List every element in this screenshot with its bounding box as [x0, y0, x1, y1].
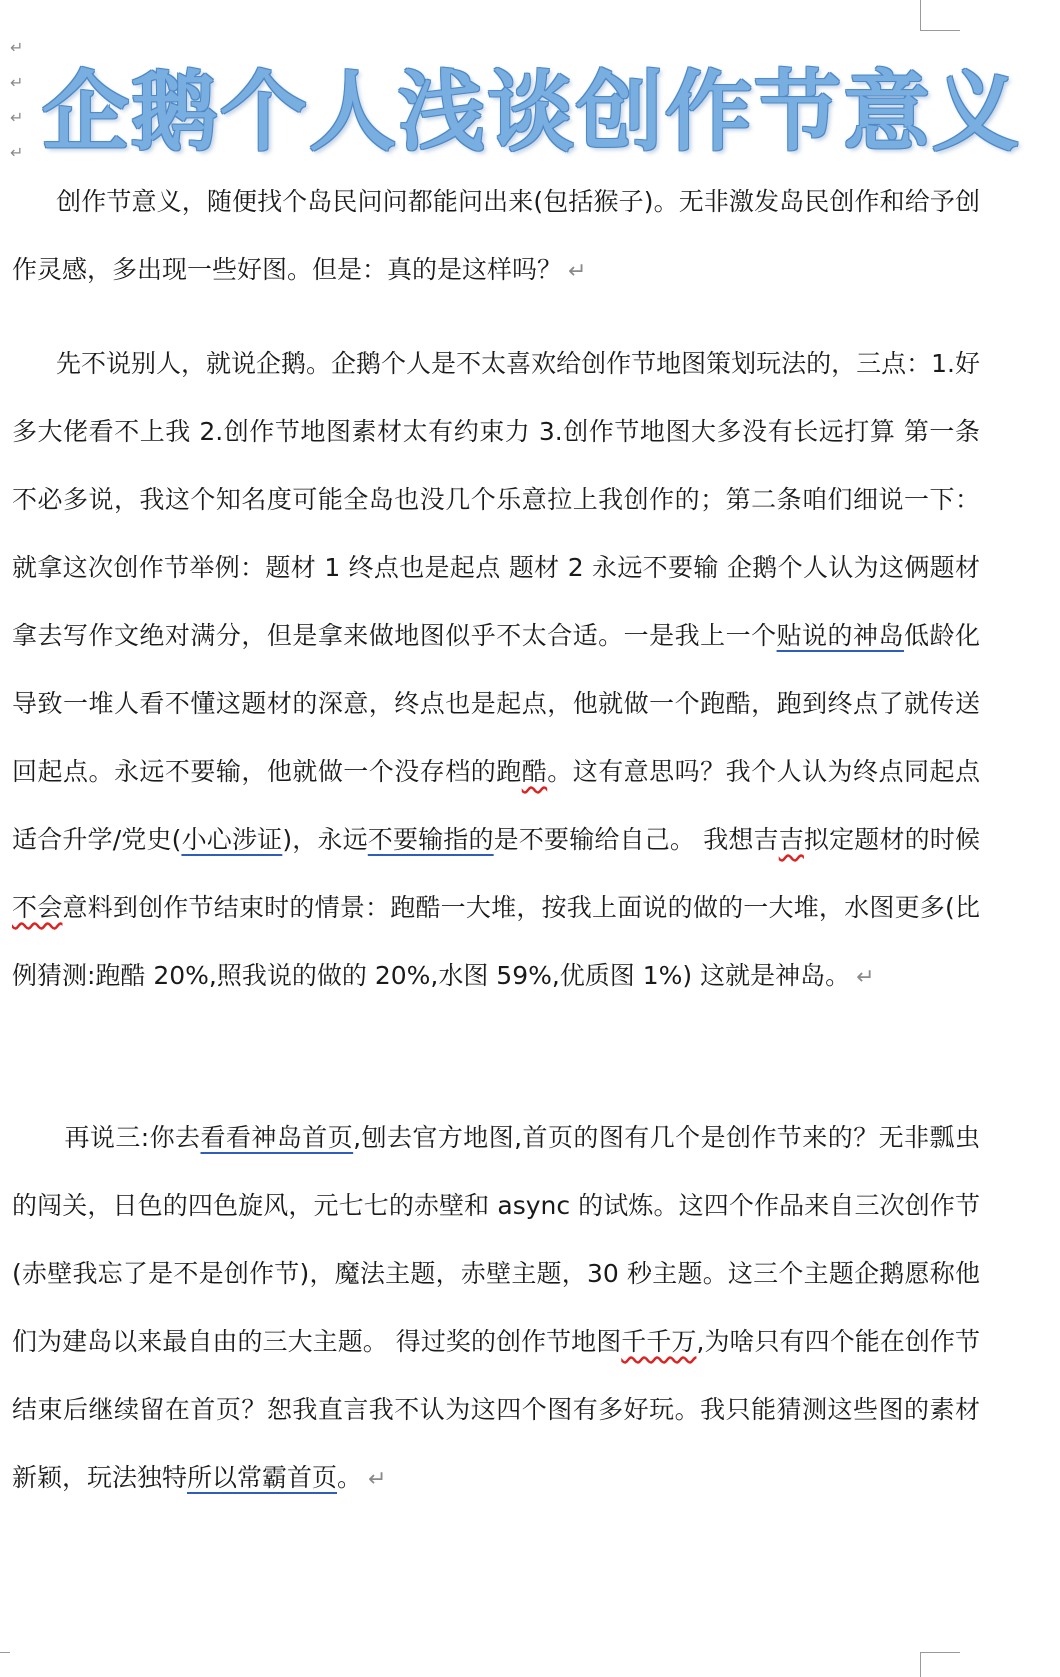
paragraph-mark: ↵	[368, 1467, 387, 1492]
paragraph-2	[12, 330, 980, 1012]
crop-mark-bottom-right	[920, 1652, 921, 1677]
paragraph-1	[12, 168, 980, 306]
grammar-underline[interactable]: 小心涉证	[181, 825, 283, 854]
paragraph-text: 先不说别人，就说企鹅。企鹅个人是不太喜欢给创作节地图策划玩法的，三点：1.好多大佬看不上我 2.创作节地图素材太有约束力 3.创作节地图大多没有长远打算 第一条不必多说，我这个知名度可能全岛也没几个乐意拉上我创作的；第二条咱们细说一下：就拿这次创作节举例：题材 1 终点也是起点 题材 2 永远不要输 企鹅个人认为这俩题材拿去写作文绝对满分，但是拿来做地图似乎不太合适。一是我上一个	[12, 349, 980, 650]
grammar-underline[interactable]: 看看神岛首页	[200, 1123, 354, 1152]
grammar-underline[interactable]: 贴说的神岛	[776, 621, 904, 650]
paragraph-mark: ↵	[856, 965, 875, 990]
paragraph-text: )，永远	[282, 825, 368, 854]
spelling-underline[interactable]: 吉	[778, 825, 804, 854]
document-title: 企鹅个人浅谈创作节意义	[42, 61, 1021, 163]
crop-mark-top-right	[920, 0, 921, 30]
spelling-underline[interactable]: 酷	[521, 757, 548, 786]
paragraph-mark: ↵	[10, 108, 24, 127]
grammar-underline[interactable]: 不要输指的	[367, 825, 494, 854]
paragraph-mark: ↵	[10, 143, 24, 162]
paragraph-text: ,为啥只有四个能在创作节结束后继续留在首页？恕我直言我不认为这四个图有多好玩。我只能猜测这些图的素材新颖，玩法独特	[12, 1327, 980, 1492]
crop-mark-top-right-h	[920, 30, 960, 31]
paragraph-text: 意料到创作节结束时的情景：跑酷一大堆，按我上面说的做的一大堆，水图更多(比例猜测:跑酷 20%,照我说的做的 20%,水图 59%,优质图 1%) 这就是神岛。	[12, 893, 980, 990]
paragraph-text: 。	[337, 1463, 363, 1492]
grammar-underline[interactable]: 所以常霸首页	[187, 1463, 338, 1492]
crop-mark-bottom-right-h	[920, 1652, 960, 1653]
paragraph-mark: ↵	[568, 259, 587, 284]
crop-mark-bottom-left-h	[0, 1652, 10, 1653]
paragraph-text: 创作节意义，随便找个岛民问问都能问出来(包括猴子)。无非激发岛民创作和给予创作灵感，多出现一些好图。但是：真的是这样吗？	[12, 187, 980, 284]
paragraph-text: 。这有意思吗？我个人认为终点同起点适合升学/党史(	[12, 757, 980, 854]
paragraph-text: 再说三:你去	[64, 1123, 201, 1152]
spelling-underline[interactable]: 不会	[12, 893, 63, 922]
paragraph-mark: ↵	[10, 73, 24, 92]
paragraph-text: 低龄化导致一堆人看不懂这题材的深意，终点也是起点，他就做一个跑酷，跑到终点了就传送回起点。永远不要输，他就做一个没存档的跑	[12, 621, 980, 786]
paragraph-text: ,刨去官方地图,首页的图有几个是创作节来的？无非瓢虫的闯关，日色的四色旋风，元七七的赤壁和 async 的试炼。这四个作品来自三次创作节(赤壁我忘了是不是创作节)，魔法主题，赤壁主题，30 秒主题。这三个主题企鹅愿称他们为建岛以来最自由的三大主题。 得过奖的创作节地图	[12, 1123, 980, 1356]
spelling-underline[interactable]: 千千万	[621, 1327, 697, 1356]
paragraph-3	[12, 1104, 980, 1514]
paragraph-mark: ↵	[10, 38, 24, 57]
paragraph-text: 是不要输给自己。 我想吉	[493, 825, 779, 854]
paragraph-text: 拟定题材的时候	[803, 825, 980, 854]
